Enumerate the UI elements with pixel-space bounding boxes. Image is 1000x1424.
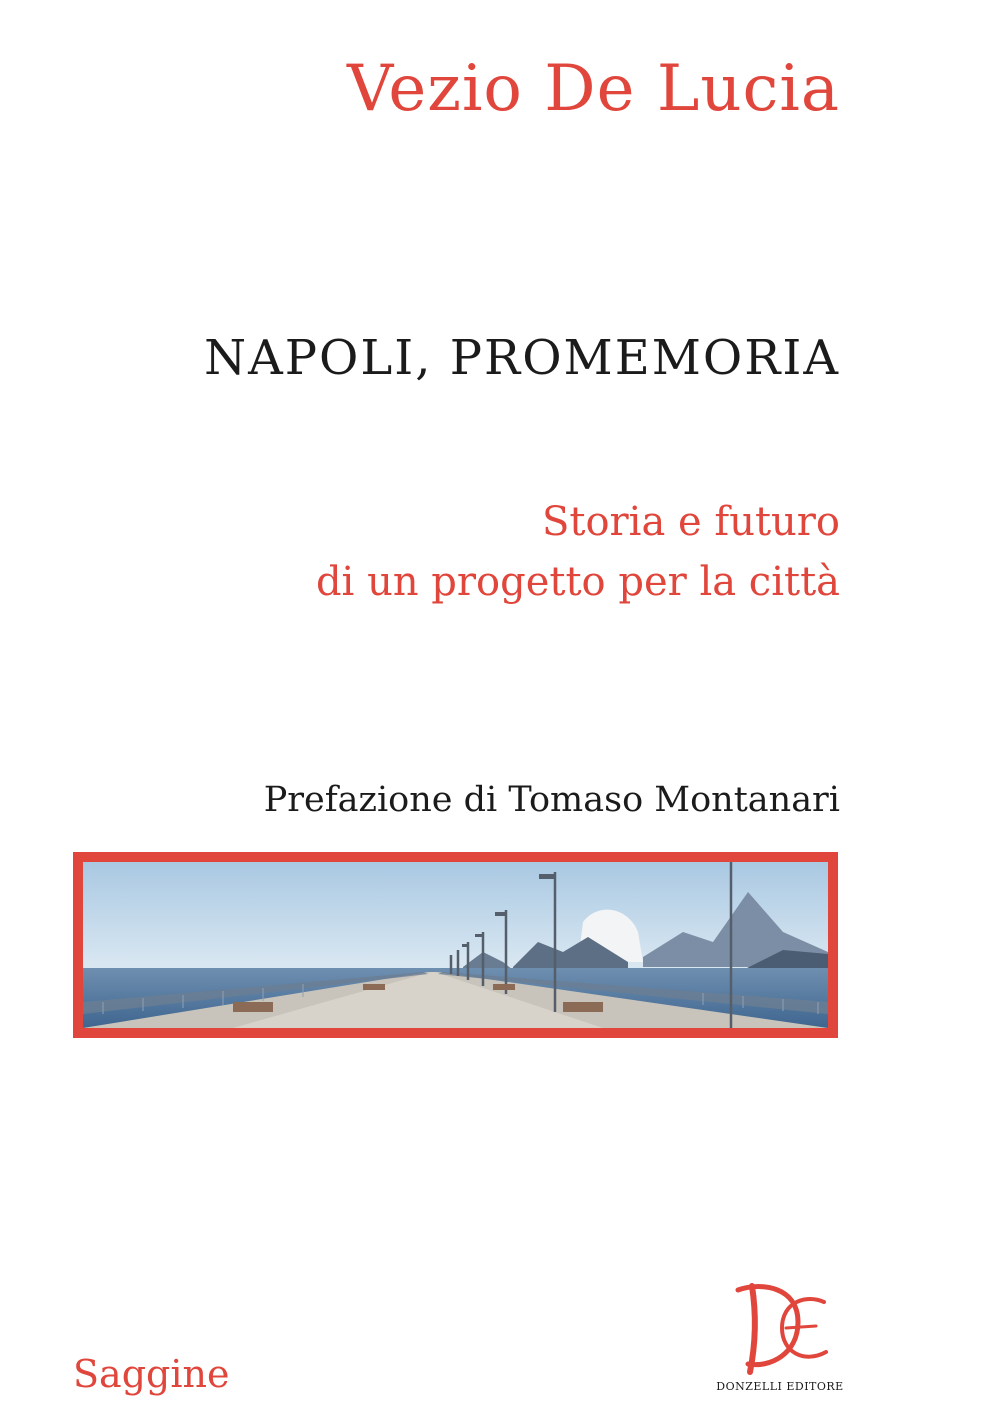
series-name: Saggine	[73, 1352, 230, 1396]
cover-photo-frame	[73, 852, 838, 1038]
subtitle-line: Storia e futuro	[541, 499, 840, 545]
author-name: Vezio De Lucia	[347, 52, 840, 126]
pier-seaside-photo	[83, 862, 828, 1028]
donzelli-logo-icon	[720, 1272, 840, 1382]
publisher-name: DONZELLI EDITORE	[716, 1380, 844, 1393]
subtitle-line: di un progetto per la città	[315, 559, 840, 605]
book-subtitle	[200, 492, 840, 612]
book-title: NAPOLI, PROMEMORIA	[204, 330, 840, 386]
preface-credit: Prefazione di Tomaso Montanari	[263, 780, 840, 820]
